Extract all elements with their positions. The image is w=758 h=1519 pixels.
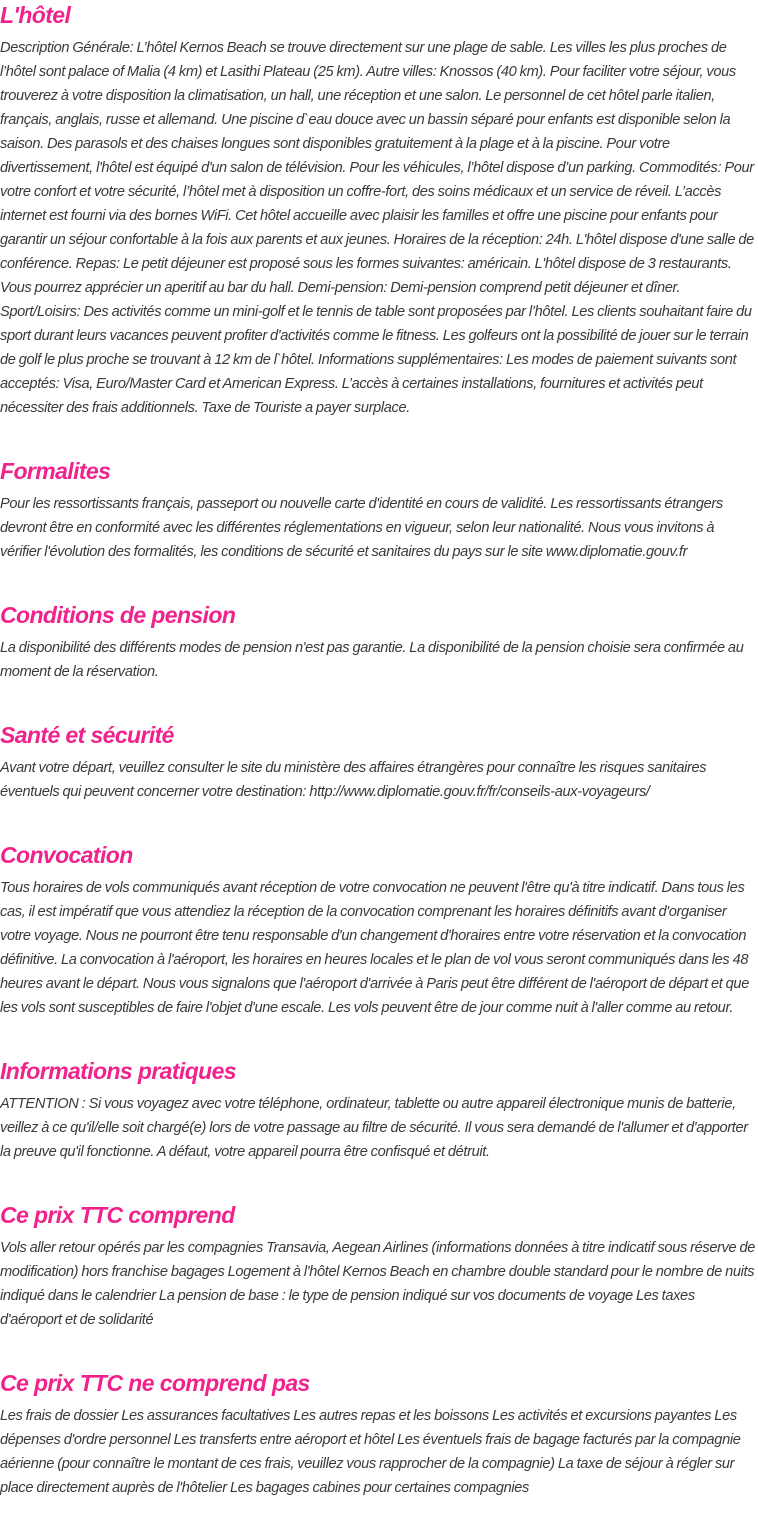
section-body-prix-ne-comprend-pas: Les frais de dossier Les assurances facultatives Les autres repas et les boissons Les activités et excursions payantes Les dépenses d'ordre personnel Les transferts entre aéroport et hôtel Les éventuels frais de bagage facturés par la compagnie aérienne (pour connaître le montant de ces frais, veuillez vous rapprocher de la compagnie) La taxe de séjour à régler sur place directement auprès de l'hôtelier Les bagages cabines pour certaines compagnies	[0, 1408, 741, 1496]
section-body-hotel: Description Générale: L’hôtel Kernos Beach se trouve directement sur une plage de sable. Les villes les plus proches de l’hôtel sont palace of Malia (4 km) et Lasithi Plateau (25 km). Autre villes: Knossos (40 km). Pour faciliter votre séjour, vous trouverez à votre disposition la climatisation, un hall, une réception et une salon. Le personnel de cet hôtel parle italien, français, anglais, russe et allemand. Une piscine d`eau douce avec un bassin séparé pour enfants est disponible selon la saison. Des parasols et des chaises longues sont disponibles gratuitement à la plage et à la piscine. Pour votre divertissement, l'hôtel est équipé d'un salon de télévision. Pour les véhicules, l’hôtel dispose d’un parking. Commodités: Pour votre confort et votre sécurité, l’hôtel met à disposition un coffre-fort, des soins médicaux et un service de réveil. L’accès internet est fourni via des bornes WiFi. Cet hôtel accueille avec plaisir les familles et offre une piscine pour enfants pour garantir un séjour confortable à la fois aux parents et aux jeunes. Horaires de la réception: 24h. L'hôtel dispose d'une salle de conférence. Repas: Le petit déjeuner est proposé sous les formes suivantes: américain. L'hôtel dispose de 3 restaurants. Vous pourrez apprécier un aperitif au bar du hall. Demi-pension: Demi-pension comprend petit déjeuner et dîner. Sport/Loisirs: Des activités comme un mini-golf et le tennis de table sont proposées par l’hôtel. Les clients souhaitant faire du sport durant leurs vacances peuvent profiter d'activités comme le fitness. Les golfeurs ont la possibilité de jouer sur le terrain de golf le plus proche se trouvant à 12 km de l`hôtel. Informations supplémentaires: Les modes de paiement suivants sont acceptés: Visa, Euro/Master Card et American Express. L’accès à certaines installations, fournitures et activités peut nécessiter des frais additionnels. Taxe de Touriste a payer surplace.	[0, 40, 754, 416]
section-body-informations-pratiques: ATTENTION : Si vous voyagez avec votre téléphone, ordinateur, tablette ou autre appareil électronique munis de batterie, veillez à ce qu'il/elle soit chargé(e) lors de votre passage au filtre de sécurité. Il vous sera demandé de l'allumer et d'apporter la preuve qu'il fonctionne. A défaut, votre appareil pourra être confisqué et détruit.	[0, 1096, 748, 1160]
section-spacer	[0, 564, 758, 600]
section-body-sante-securite: Avant votre départ, veuillez consulter le site du ministère des affaires étrangères pour connaître les risques sanitaires éventuels qui peuvent concerner votre destination: http://www.diplomatie.gouv.fr/fr/conseils-aux-voyageurs/	[0, 760, 707, 800]
section-body-prix-comprend: Vols aller retour opérés par les compagnies Transavia, Aegean Airlines (informations données à titre indicatif sous réserve de modification) hors franchise bagages Logement à l'hôtel Kernos Beach en chambre double standard pour le nombre de nuits indiqué dans le calendrier La pension de base : le type de pension indiqué sur vos documents de voyage Les taxes d'aéroport et de solidarité	[0, 1240, 756, 1328]
section-title-hotel: L'hôtel	[0, 2, 71, 28]
section-hotel	[0, 0, 758, 420]
section-prix-ne-comprend-pas	[0, 1368, 758, 1500]
section-sante-securite	[0, 720, 758, 804]
section-conditions-pension	[0, 600, 758, 684]
section-body-conditions-pension: La disponibilité des différents modes de pension n'est pas garantie. La disponibilité de la pension choisie sera confirmée au moment de la réservation.	[0, 640, 744, 680]
section-spacer	[0, 420, 758, 456]
section-title-informations-pratiques: Informations pratiques	[0, 1058, 236, 1084]
section-prix-comprend	[0, 1200, 758, 1332]
section-title-convocation: Convocation	[0, 842, 133, 868]
section-title-prix-ne-comprend-pas: Ce prix TTC ne comprend pas	[0, 1370, 310, 1396]
section-body-convocation: Tous horaires de vols communiqués avant réception de votre convocation ne peuvent l'être qu'à titre indicatif. Dans tous les cas, il est impératif que vous attendiez la réception de la convocation comprenant les horaires définitifs avant d'organiser votre voyage. Nous ne pourront être tenu responsable d'un changement d'horaires entre votre réservation et la convocation définitive. La convocation à l'aéroport, les horaires en heures locales et le plan de vol vous seront communiqués dans les 48 heures avant le départ. Nous vous signalons que l'aéroport d'arrivée à Paris peut être différent de l'aéroport de départ et que les vols sont susceptibles de faire l'objet d'une escale. Les vols peuvent être de jour comme nuit à l'aller comme au retour.	[0, 880, 749, 1016]
section-title-sante-securite: Santé et sécurité	[0, 722, 174, 748]
section-convocation	[0, 840, 758, 1020]
section-spacer	[0, 684, 758, 720]
section-spacer	[0, 804, 758, 840]
section-body-formalites: Pour les ressortissants français, passeport ou nouvelle carte d'identité en cours de validité. Les ressortissants étrangers devront être en conformité avec les différentes réglementations en vigueur, selon leur nationalité. Nous vous invitons à vérifier l'évolution des formalités, les conditions de sécurité et sanitaires du pays sur le site www.diplomatie.gouv.fr	[0, 496, 723, 560]
section-formalites	[0, 456, 758, 564]
section-spacer	[0, 1020, 758, 1056]
section-title-conditions-pension: Conditions de pension	[0, 602, 236, 628]
section-title-prix-comprend: Ce prix TTC comprend	[0, 1202, 235, 1228]
section-informations-pratiques	[0, 1056, 758, 1164]
section-spacer	[0, 1332, 758, 1368]
section-spacer	[0, 1164, 758, 1200]
section-title-formalites: Formalites	[0, 458, 111, 484]
